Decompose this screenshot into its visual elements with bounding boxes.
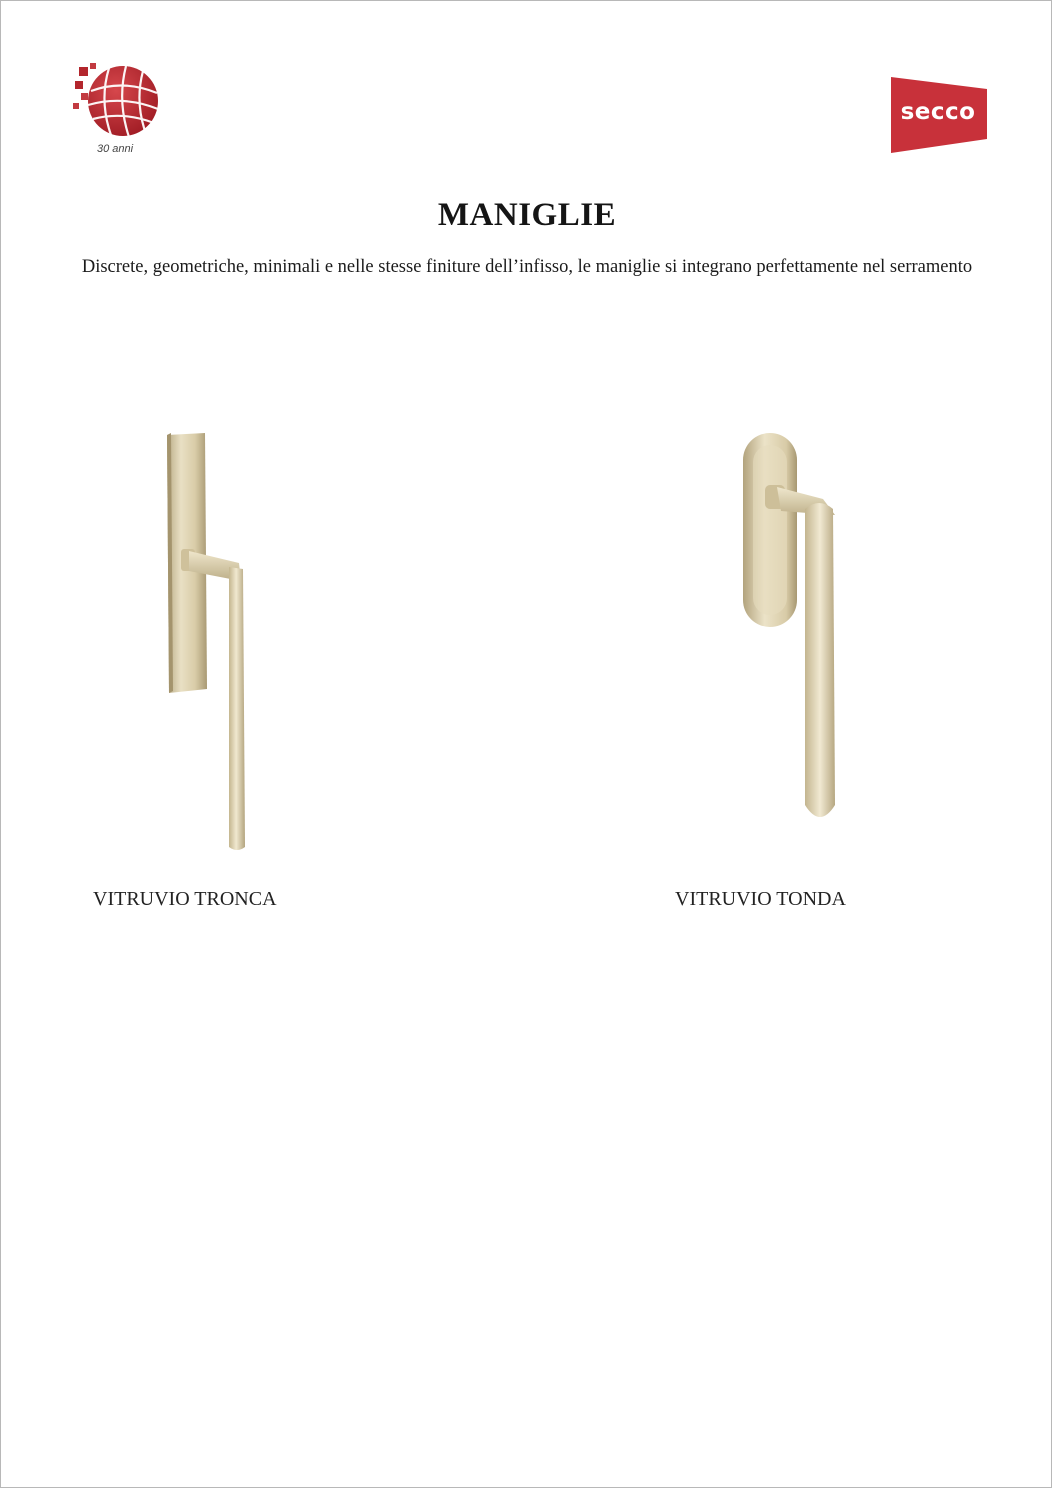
product-caption: VITRUVIO TONDA <box>675 888 846 910</box>
page-subtitle: Discrete, geometriche, minimali e nelle stesse finiture dell’infisso, le maniglie si integrano perfettamente nel serramento <box>81 257 973 277</box>
secco-logo-text: secco <box>900 99 976 125</box>
globe-logo-icon <box>71 61 171 145</box>
left-logo <box>71 61 171 161</box>
right-logo <box>890 75 988 155</box>
vitruvio-tonda-handle-icon <box>731 425 861 835</box>
page-title: MANIGLIE <box>437 197 617 233</box>
logo-caption: 30 anni <box>97 143 134 155</box>
vitruvio-tronca-handle-icon <box>151 421 271 861</box>
product-caption: VITRUVIO TRONCA <box>93 888 277 910</box>
